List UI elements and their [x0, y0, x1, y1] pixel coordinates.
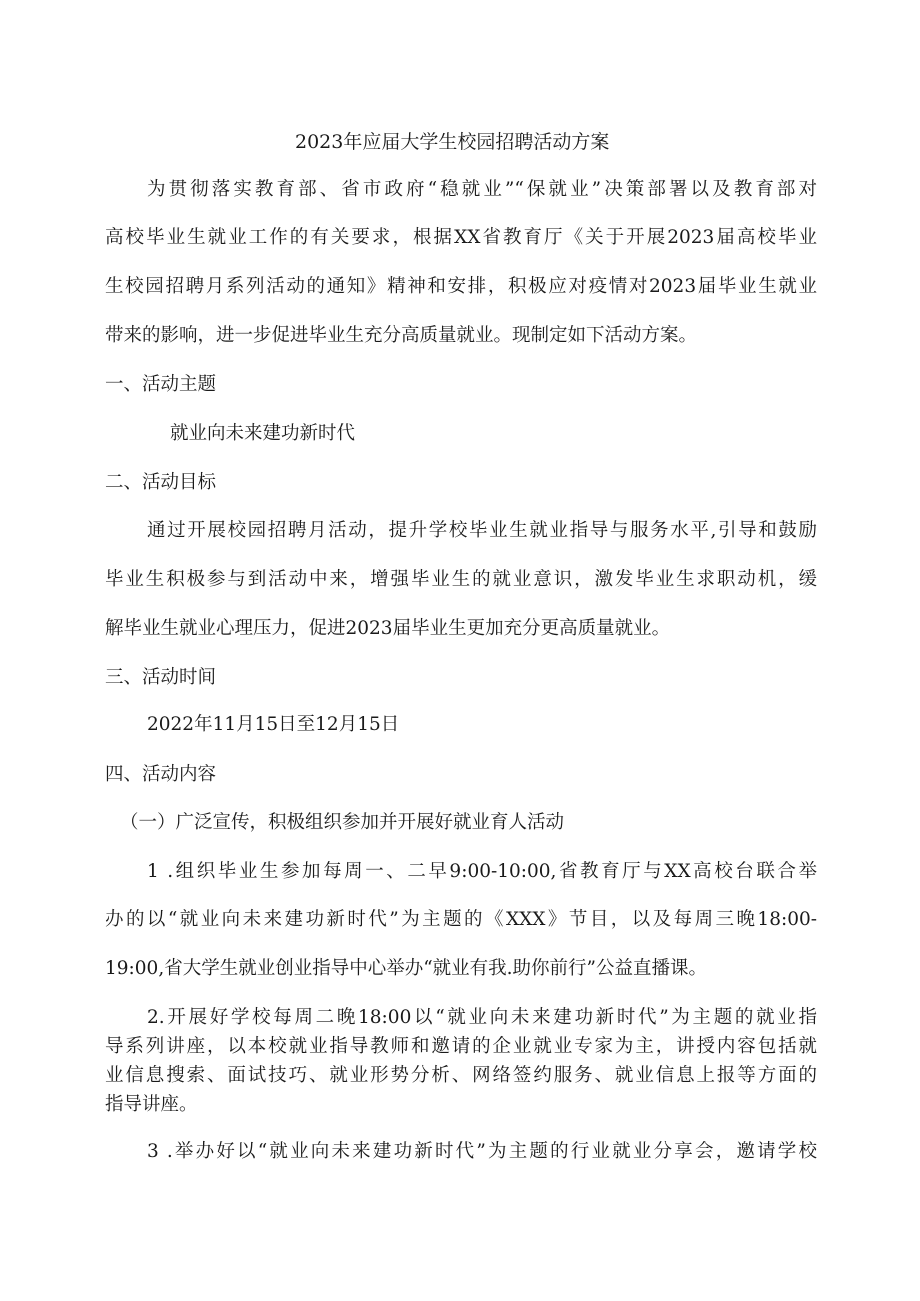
section-body-line: 毕业生积极参与到活动中来，增强毕业生的就业意识，激发毕业生求职动机，缓 [105, 569, 817, 590]
section-heading: 二、活动目标 [105, 472, 217, 493]
section-body-line: 就业向未来建功新时代 [170, 423, 356, 444]
item-line: 办的以“就业向未来建功新时代”为主题的《XXX》节目，以及每周三晚18:00- [105, 909, 817, 930]
item-line: 2.开展好学校每周二晚18:00以“就业向未来建功新时代”为主题的就业指 [147, 1007, 817, 1028]
document-title: 2023年应届大学生校园招聘活动方案 [295, 131, 610, 153]
section-heading: 一、活动主题 [105, 374, 217, 395]
section-body-line: 解毕业生就业心理压力，促进2023届毕业生更加充分更高质量就业。 [105, 618, 671, 639]
intro-line: 高校毕业生就业工作的有关要求，根据XX省教育厅《关于开展2023届高校毕业 [105, 227, 817, 248]
item-line: 1 .组织毕业生参加每周一、二早9:00-10:00,省教育厅与XX高校台联合举 [147, 861, 817, 882]
item-line: 指导讲座。 [105, 1094, 198, 1115]
intro-line: 生校园招聘月系列活动的通知》精神和安排，积极应对疫情对2023届毕业生就业 [105, 276, 817, 297]
item-line: 业信息搜索、面试技巧、就业形势分析、网络签约服务、就业信息上报等方面的 [105, 1065, 817, 1086]
item-line: 3 .举办好以“就业向未来建功新时代”为主题的行业就业分享会，邀请学校 [147, 1141, 817, 1162]
item-line: 19:00,省大学生就业创业指导中心举办“就业有我.助你前行”公益直播课。 [105, 958, 707, 979]
section-body-line: 2022年11月15日至12月15日 [147, 714, 400, 735]
item-line: 导系列讲座，以本校就业指导教师和邀请的企业就业专家为主，讲授内容包括就 [105, 1036, 817, 1057]
section-body-line: 通过开展校园招聘月活动，提升学校毕业生就业指导与服务水平,引导和鼓励 [147, 520, 817, 541]
section-heading: 四、活动内容 [105, 764, 217, 785]
intro-line: 带来的影响，进一步促进毕业生充分高质量就业。现制定如下活动方案。 [105, 325, 698, 346]
section-heading: 三、活动时间 [105, 667, 217, 688]
intro-line: 为贯彻落实教育部、省市政府“稳就业”“保就业”决策部署以及教育部对 [147, 179, 817, 200]
subsection-heading: （一）广泛宣传，积极组织参加并开展好就业育人活动 [120, 812, 565, 833]
